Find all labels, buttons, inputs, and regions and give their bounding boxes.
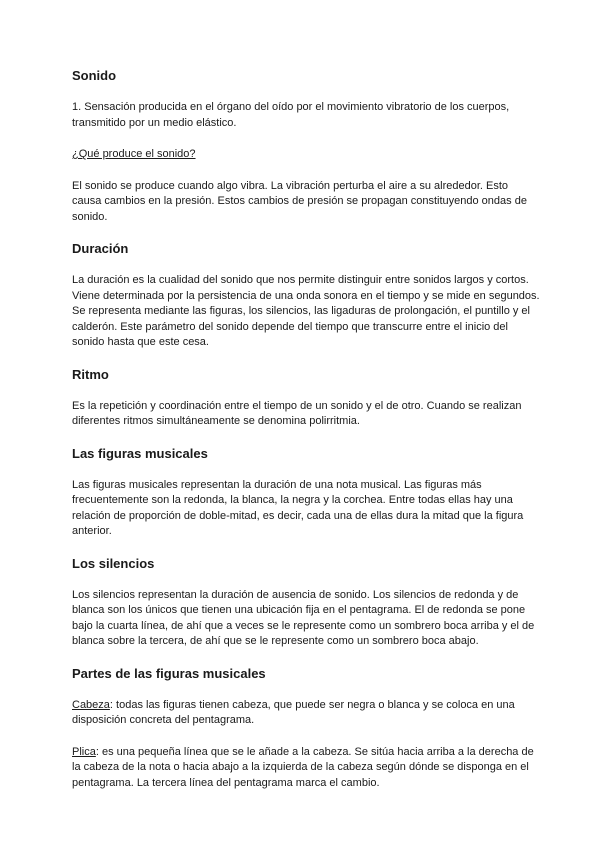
partes-cabeza [72, 698, 540, 729]
sonido-definition: 1. Sensación producida en el órgano del oído por el movimiento vibratorio de los cuerpos, transmitido por un medio elástico. [72, 101, 510, 129]
plica-text: : es una pequeña línea que se le añade a la cabeza. Se sitúa hacia arriba a la derecha de la cabeza de la nota o hacia abajo a la izquierda de la cabeza según dónde se disponga en el pentagrama. La tercera línea del pentagrama marca el cambio. [72, 745, 534, 789]
duracion-body: La duración es la cualidad del sonido que nos permite distinguir entre sonidos largos y cortos. Viene determinada por la persistencia de una onda sonora en el tiempo y se mide en segundos. Se representa mediante las figuras, los silencios, las ligaduras de prolongación, el puntillo y el calderón. Este parámetro del sonido depende del tiempo que transcurre entre el inicio del sonido hasta que este cesa. [72, 274, 540, 348]
cabeza-term: Cabeza [72, 698, 110, 711]
partes-plica [72, 745, 540, 792]
figuras-body: Las figuras musicales representan la duración de una nota musical. Las figuras más frecuentemente son la redonda, la blanca, la negra y la corchea. Entre todas ellas hay una relación de proporción de doble-mitad, es decir, cada una de ellas dura la mitad que la figura anterior. [72, 478, 524, 537]
heading-silencios: Los silencios [72, 555, 155, 571]
plica-term: Plica [72, 745, 96, 758]
heading-partes: Partes de las figuras musicales [72, 665, 266, 681]
silencios-body: Los silencios representan la duración de ausencia de sonido. Los silencios de redonda y de blanca son los únicos que tienen una ubicación fija en el pentagrama. El de redonda se pone bajo la cuarta línea, de ahí que a veces se le represente como un sombrero boca arriba y el de blanca sobre la tercera, de ahí que se le represente como un sombrero boca abajo. [72, 588, 535, 647]
heading-figuras: Las figuras musicales [72, 445, 208, 461]
sonido-question: ¿Qué produce el sonido? [72, 148, 196, 160]
heading-sonido: Sonido [72, 68, 117, 83]
cabeza-text: : todas las figuras tienen cabeza, que puede ser negra o blanca y se coloca en una disposición concreta del pentagrama. [72, 698, 515, 726]
ritmo-body: Es la repetición y coordinación entre el tiempo de un sonido y el de otro. Cuando se realizan diferentes ritmos simultáneamente se denomina polirritmia. [72, 399, 522, 427]
sonido-answer: El sonido se produce cuando algo vibra. La vibración perturba el aire a su alrededor. Esto causa cambios en la presión. Estos cambios de presión se propagan constituyendo ondas de sonido. [72, 179, 527, 223]
heading-duracion: Duración [72, 241, 129, 256]
heading-ritmo: Ritmo [72, 366, 109, 382]
